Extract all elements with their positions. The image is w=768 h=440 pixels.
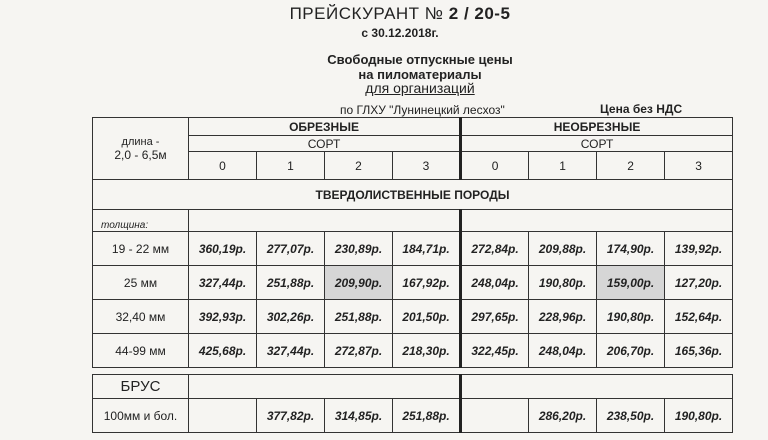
sort-label-edged: СОРТ bbox=[189, 136, 461, 152]
price-cell: 127,20р. bbox=[665, 266, 733, 300]
group-unedged: НЕОБРЕЗНЫЕ bbox=[461, 118, 733, 136]
effective-date: с 30.12.2018г. bbox=[361, 26, 439, 40]
row-size: 19 - 22 мм bbox=[93, 232, 189, 266]
blank-cell bbox=[461, 210, 733, 232]
sort-grade: 0 bbox=[189, 152, 257, 180]
length-cell bbox=[93, 118, 189, 180]
price-cell: 327,44р. bbox=[189, 266, 257, 300]
sort-grade: 3 bbox=[393, 152, 461, 180]
sort-label-unedged: СОРТ bbox=[461, 136, 733, 152]
price-cell: 286,20р. bbox=[529, 399, 597, 433]
title-label: ПРЕЙСКУРАНТ № bbox=[289, 4, 444, 23]
price-cell: 228,96р. bbox=[529, 300, 597, 334]
length-value: 2,0 - 6,5м bbox=[114, 147, 167, 162]
sort-grade: 1 bbox=[257, 152, 325, 180]
price-cell: 277,07р. bbox=[257, 232, 325, 266]
price-cell bbox=[189, 399, 257, 433]
brus-title: БРУС bbox=[93, 375, 189, 399]
sort-grade: 2 bbox=[597, 152, 665, 180]
price-cell: 184,71р. bbox=[393, 232, 461, 266]
price-cell: 230,89р. bbox=[325, 232, 393, 266]
price-cell: 152,64р. bbox=[665, 300, 733, 334]
price-cell: 139,92р. bbox=[665, 232, 733, 266]
price-cell: 322,45р. bbox=[461, 334, 529, 368]
price-cell: 238,50р. bbox=[597, 399, 665, 433]
price-cell: 159,00р. bbox=[597, 266, 665, 300]
price-cell: 297,65р. bbox=[461, 300, 529, 334]
blank-cell bbox=[189, 210, 461, 232]
price-cell: 272,84р. bbox=[461, 232, 529, 266]
sort-grade: 0 bbox=[461, 152, 529, 180]
vat-note: Цена без НДС bbox=[600, 102, 683, 116]
price-cell: 251,88р. bbox=[325, 300, 393, 334]
brus-table bbox=[92, 374, 733, 433]
price-cell: 425,68р. bbox=[189, 334, 257, 368]
price-cell: 201,50р. bbox=[393, 300, 461, 334]
row-size: 100мм и бол. bbox=[93, 399, 189, 433]
price-cell: 209,90р. bbox=[325, 266, 393, 300]
row-size: 44-99 мм bbox=[93, 334, 189, 368]
price-cell: 327,44р. bbox=[257, 334, 325, 368]
table-row bbox=[93, 300, 733, 334]
length-label: длина - bbox=[121, 135, 160, 148]
row-size: 32,40 мм bbox=[93, 300, 189, 334]
price-cell: 190,80р. bbox=[665, 399, 733, 433]
table-row bbox=[93, 266, 733, 300]
price-table bbox=[92, 117, 733, 368]
blank-cell bbox=[461, 375, 733, 399]
price-cell: 174,90р. bbox=[597, 232, 665, 266]
price-cell: 251,88р. bbox=[257, 266, 325, 300]
table-row bbox=[93, 334, 733, 368]
price-cell: 190,80р. bbox=[529, 266, 597, 300]
subtitle-line-2: на пиломатериалы bbox=[358, 67, 482, 82]
price-cell: 218,30р. bbox=[393, 334, 461, 368]
thickness-label: толщина: bbox=[93, 210, 189, 232]
blank-cell bbox=[189, 375, 461, 399]
price-cell: 251,88р. bbox=[393, 399, 461, 433]
price-cell: 360,19р. bbox=[189, 232, 257, 266]
title-number: 2 / 20-5 bbox=[448, 4, 511, 23]
price-cell: 190,80р. bbox=[597, 300, 665, 334]
subtitle-line-3: для организаций bbox=[365, 80, 475, 96]
table-row bbox=[93, 232, 733, 266]
price-list-title bbox=[290, 4, 511, 24]
price-cell: 392,93р. bbox=[189, 300, 257, 334]
price-cell: 248,04р. bbox=[461, 266, 529, 300]
supplier-name: по ГЛХУ "Лунинецкий лесхоз" bbox=[340, 103, 505, 117]
table-row bbox=[93, 399, 733, 433]
price-cell: 272,87р. bbox=[325, 334, 393, 368]
price-cell: 206,70р. bbox=[597, 334, 665, 368]
price-cell: 165,36р. bbox=[665, 334, 733, 368]
group-edged: ОБРЕЗНЫЕ bbox=[189, 118, 461, 136]
price-cell bbox=[461, 399, 529, 433]
sort-grade: 2 bbox=[325, 152, 393, 180]
sort-grade: 3 bbox=[665, 152, 733, 180]
price-cell: 302,26р. bbox=[257, 300, 325, 334]
subtitle-line-1: Свободные отпускные цены bbox=[327, 52, 513, 67]
sort-grade: 1 bbox=[529, 152, 597, 180]
price-cell: 314,85р. bbox=[325, 399, 393, 433]
price-cell: 377,82р. bbox=[257, 399, 325, 433]
price-cell: 167,92р. bbox=[393, 266, 461, 300]
price-cell: 248,04р. bbox=[529, 334, 597, 368]
row-size: 25 мм bbox=[93, 266, 189, 300]
section-title: ТВЕРДОЛИСТВЕННЫЕ ПОРОДЫ bbox=[93, 180, 733, 210]
price-cell: 209,88р. bbox=[529, 232, 597, 266]
